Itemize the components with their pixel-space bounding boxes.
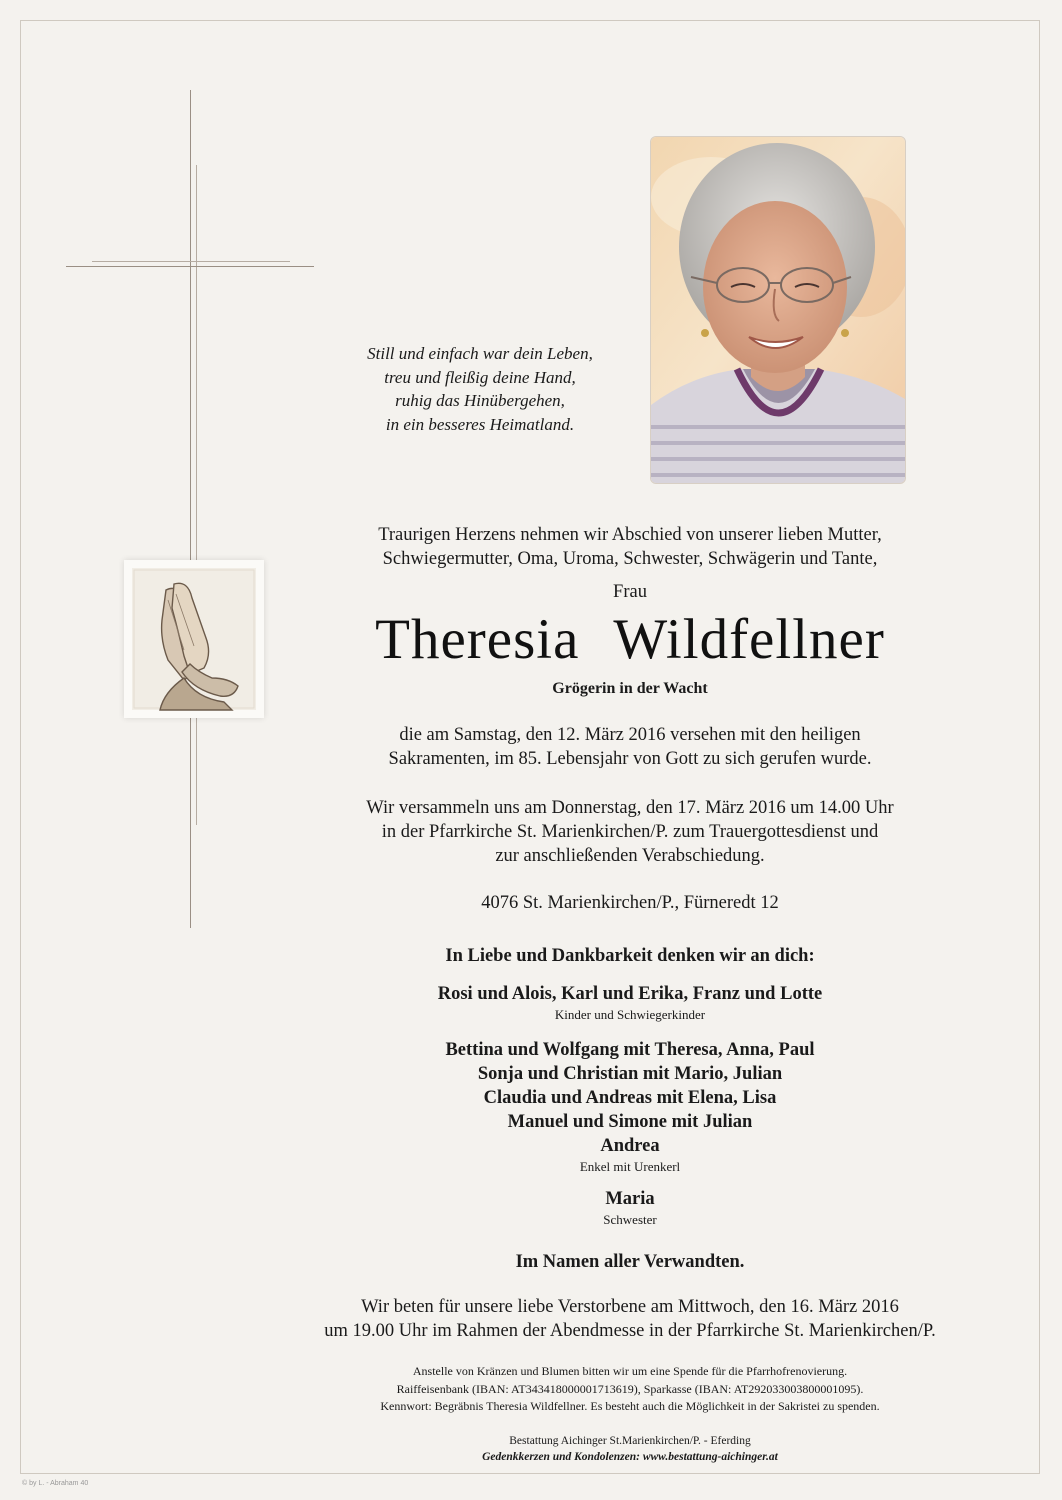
children-role: Kinder und Schwiegerkinder bbox=[554, 1007, 706, 1022]
mourners-heading: In Liebe und Dankbarkeit denken wir an dich: bbox=[445, 946, 815, 966]
relatives-line: Im Namen aller Verwandten. bbox=[515, 1252, 745, 1272]
death-text bbox=[258, 723, 1002, 771]
poem-line: in ein besseres Heimatland. bbox=[385, 414, 575, 434]
funeral-line: zur anschließenden Verabschiedung. bbox=[495, 846, 765, 866]
first-name: Theresia bbox=[375, 608, 580, 671]
footer bbox=[258, 1433, 1002, 1465]
sister-name: Maria bbox=[605, 1189, 655, 1209]
last-name: Wildfellner bbox=[613, 608, 885, 671]
prayer-text bbox=[240, 1295, 1020, 1343]
portrait-photo bbox=[650, 136, 906, 484]
grandchildren-role: Enkel mit Urenkerl bbox=[579, 1159, 681, 1174]
credit: © by L. - Abraham 40 bbox=[22, 1480, 89, 1487]
salutation: Frau bbox=[613, 582, 647, 602]
poem-line: Still und einfach war dein Leben, bbox=[367, 344, 593, 363]
praying-hands-icon bbox=[124, 560, 264, 718]
poem-line: treu und fleißig deine Hand, bbox=[384, 367, 576, 387]
children-names: Rosi und Alois, Karl und Erika, Franz und Lotte bbox=[437, 984, 823, 1004]
funeral-line: in der Pfarrkirche St. Marienkirchen/P. zum Trauergottesdienst und bbox=[381, 822, 879, 842]
intro-text bbox=[258, 523, 1002, 571]
prayer-line: um 19.00 Uhr im Rahmen der Abendmesse in der Pfarrkirche St. Marienkirchen/P. bbox=[324, 1321, 936, 1341]
poem-line: ruhig das Hinübergehen, bbox=[395, 391, 565, 410]
children-group bbox=[258, 982, 1002, 1024]
grandchildren-line: Bettina und Wolfgang mit Theresa, Anna, Paul bbox=[445, 1040, 815, 1060]
address: 4076 St. Marienkirchen/P., Fürneredt 12 bbox=[481, 893, 779, 913]
intro-line: Schwiegermutter, Oma, Uroma, Schwester, Schwägerin und Tante, bbox=[382, 549, 878, 569]
donation-line: Anstelle von Kränzen und Blumen bitten wir um eine Spende für die Pfarrhofrenovierung. bbox=[412, 1364, 848, 1378]
undertaker: Bestattung Aichinger St.Marienkirchen/P. - Eferding bbox=[509, 1435, 751, 1447]
prayer-line: Wir beten für unsere liebe Verstorbene am Mittwoch, den 16. März 2016 bbox=[361, 1297, 899, 1317]
sister-role: Schwester bbox=[603, 1212, 657, 1227]
grandchildren-line: Manuel und Simone mit Julian bbox=[507, 1112, 753, 1132]
donation-text bbox=[258, 1363, 1002, 1416]
grandchildren-line: Claudia und Andreas mit Elena, Lisa bbox=[483, 1088, 777, 1108]
death-line: Sakramenten, im 85. Lebensjahr von Gott zu sich gerufen wurde. bbox=[388, 749, 872, 769]
intro-line: Traurigen Herzens nehmen wir Abschied von unserer lieben Mutter, bbox=[378, 525, 882, 545]
condolences-link[interactable]: Gedenkkerzen und Kondolenzen: www.bestattung-aichinger.at bbox=[482, 1451, 778, 1463]
donation-line: Kennwort: Begräbnis Theresia Wildfellner. Es besteht auch die Möglichkeit in der Sakristei zu spenden. bbox=[380, 1399, 880, 1413]
sister-group bbox=[258, 1187, 1002, 1229]
poem bbox=[320, 342, 640, 436]
death-line: die am Samstag, den 12. März 2016 versehen mit den heiligen bbox=[399, 725, 861, 745]
grandchildren-group bbox=[258, 1038, 1002, 1176]
funeral-line: Wir versammeln uns am Donnerstag, den 17. März 2016 um 14.00 Uhr bbox=[366, 798, 894, 818]
funeral-text bbox=[258, 796, 1002, 868]
donation-line: Raiffeisenbank (IBAN: AT343418000001713619), Sparkasse (IBAN: AT292033003800001095). bbox=[396, 1381, 864, 1396]
grandchildren-line: Sonja und Christian mit Mario, Julian bbox=[477, 1064, 783, 1084]
deceased-name bbox=[290, 605, 970, 675]
grandchildren-line: Andrea bbox=[600, 1136, 660, 1156]
house-name: Grögerin in der Wacht bbox=[552, 680, 708, 697]
